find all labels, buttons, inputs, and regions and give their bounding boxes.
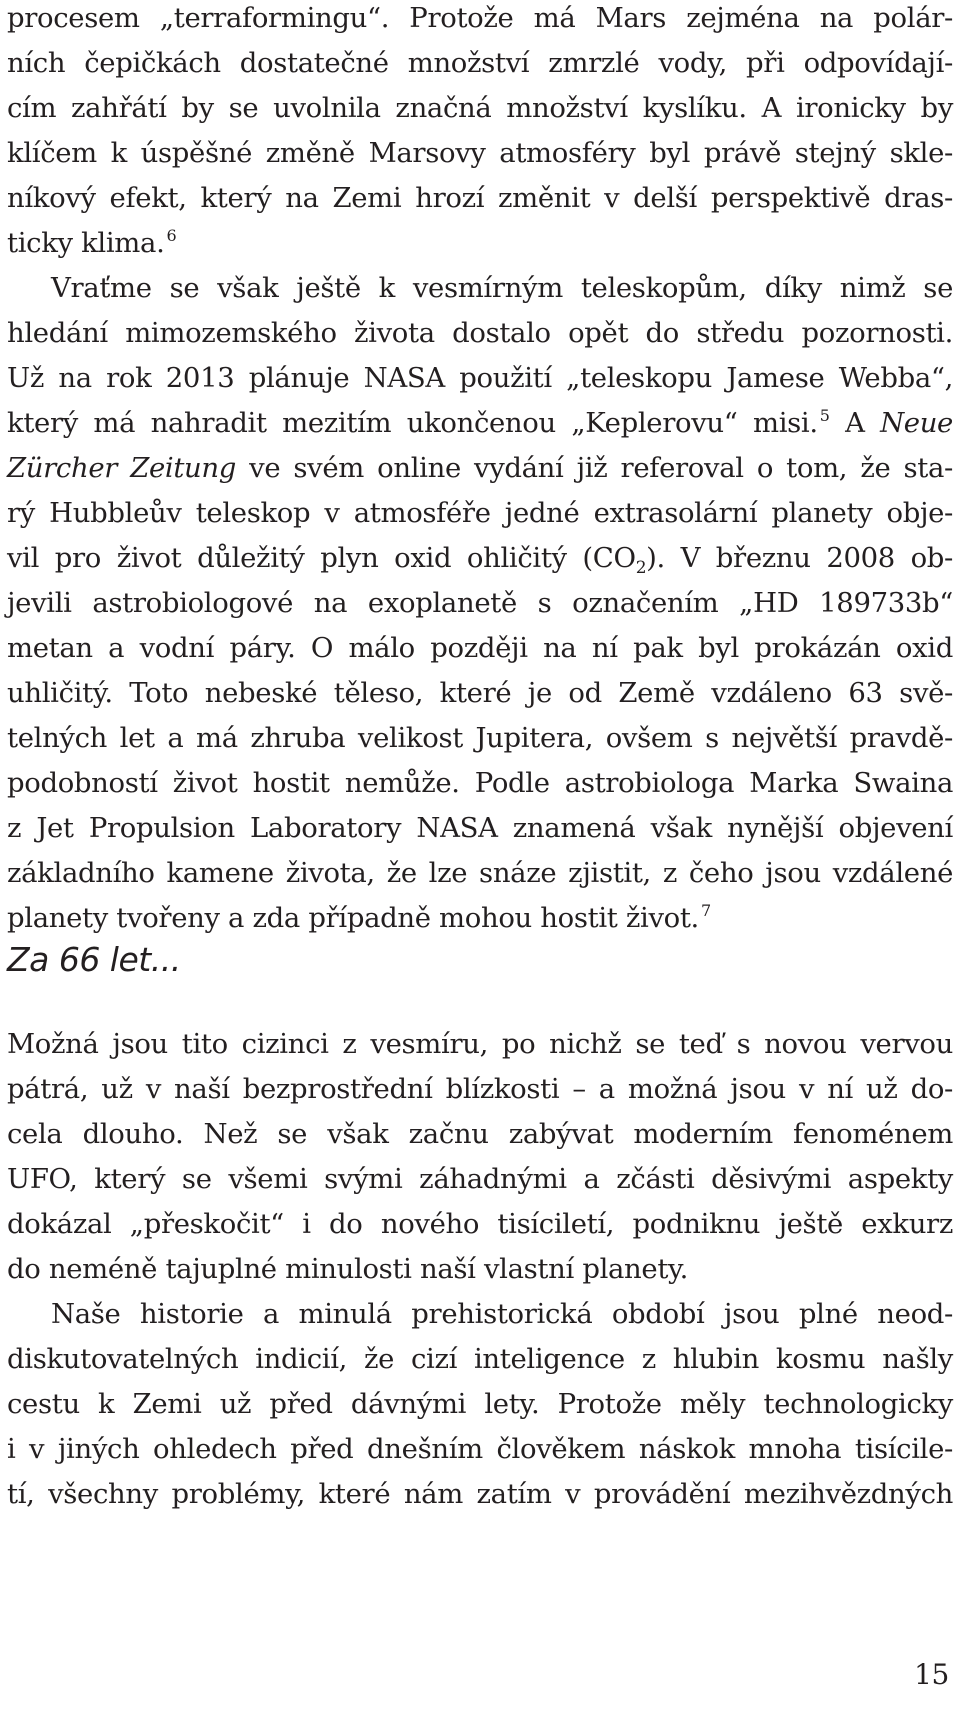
- text-line: procesem „terraformingu“. Protože má Mars zejména na polár-: [7, 2, 953, 34]
- newspaper-title: Zürcher Zeitung: [7, 452, 236, 484]
- text-line: níkový efekt, který na Zemi hrozí změnit v delší perspektivě dras-: [7, 182, 953, 214]
- text-span: planety tvořeny a zda případně mohou hostit život.: [7, 902, 699, 934]
- text-line: [7, 452, 953, 484]
- text-line: pátrá, už v naší bezprostřední blízkosti – a možná jsou v ní už do-: [7, 1073, 953, 1105]
- text-line: Možná jsou tito cizinci z vesmíru, po nichž se teď s novou vervou: [7, 1028, 953, 1060]
- text-line: cím zahřátí by se uvolnila značná množství kyslíku. A ironicky by: [7, 92, 953, 124]
- page-number: 15: [914, 1658, 949, 1691]
- text-line: ních čepičkách dostatečné množství zmrzlé vody, při odpovídají-: [7, 47, 953, 79]
- text-line: Naše historie a minulá prehistorická období jsou plné neod-: [51, 1298, 953, 1330]
- subscript: 2: [635, 558, 647, 578]
- text-line: UFO, který se všemi svými záhadnými a zčásti děsivými aspekty: [7, 1163, 953, 1195]
- text-line: hledání mimozemského života dostalo opět do středu pozornosti.: [7, 317, 953, 349]
- text-span: který má nahradit mezitím ukončenou „Keplerovu“ misi.: [7, 407, 818, 439]
- text-line: dokázal „přeskočit“ i do nového tisíciletí, podniknu ještě exkurz: [7, 1208, 953, 1240]
- text-line: [7, 407, 953, 439]
- text-span: ticky klima.: [7, 227, 165, 259]
- text-span: A: [829, 407, 881, 439]
- newspaper-title: Neue: [880, 407, 953, 439]
- text-line: jevili astrobiologové na exoplanetě s označením „HD 189733b“: [7, 587, 953, 619]
- text-line: i v jiných ohledech před dnešním člověkem náskok mnoha tisícile-: [7, 1433, 953, 1465]
- footnote-ref: 5: [819, 406, 830, 425]
- text-line: [7, 227, 953, 259]
- book-page: [7, 0, 953, 1709]
- text-line: základního kamene života, že lze snáze zjistit, z čeho jsou vzdálené: [7, 857, 953, 889]
- text-line: Už na rok 2013 plánuje NASA použití „teleskopu Jamese Webba“,: [7, 362, 953, 394]
- text-line: tí, všechny problémy, které nám zatím v provádění mezihvězdných: [7, 1478, 953, 1510]
- text-line: cestu k Zemi už před dávnými lety. Protože měly technologicky: [7, 1388, 953, 1420]
- text-span: ve svém online vydání již referoval o tom, že sta-: [236, 452, 953, 484]
- text-line: do neméně tajuplné minulosti naší vlastní planety.: [7, 1253, 688, 1285]
- text-line: z Jet Propulsion Laboratory NASA znamená však nynější objevení: [7, 812, 953, 844]
- text-line: klíčem k úspěšné změně Marsovy atmosféry byl právě stejný skle-: [7, 137, 953, 169]
- text-line: uhličitý. Toto nebeské těleso, které je od Země vzdáleno 63 svě-: [7, 677, 953, 709]
- section-heading: Za 66 let...: [7, 940, 181, 979]
- text-line: diskutovatelných indicií, že cizí inteligence z hlubin kosmu našly: [7, 1343, 953, 1375]
- text-span: ). V březnu 2008 ob-: [646, 542, 954, 574]
- text-line: Vraťme se však ještě k vesmírným teleskopům, díky nimž se: [51, 272, 953, 304]
- text-line: metan a vodní páry. O málo později na ní pak byl prokázán oxid: [7, 632, 953, 664]
- text-line: cela dlouho. Než se však začnu zabývat moderním fenoménem: [7, 1118, 953, 1150]
- text-line: [7, 542, 954, 578]
- text-line: [7, 902, 953, 934]
- text-line: telných let a má zhruba velikost Jupitera, ovšem s největší pravdě-: [7, 722, 953, 754]
- footnote-ref: 7: [700, 901, 711, 920]
- text-line: rý Hubbleův teleskop v atmosféře jedné extrasolární planety obje-: [7, 497, 953, 529]
- text-span: vil pro život důležitý plyn oxid ohličitý (CO: [7, 542, 636, 574]
- footnote-ref: 6: [166, 226, 177, 245]
- text-line: podobností život hostit nemůže. Podle astrobiologa Marka Swaina: [7, 767, 953, 799]
